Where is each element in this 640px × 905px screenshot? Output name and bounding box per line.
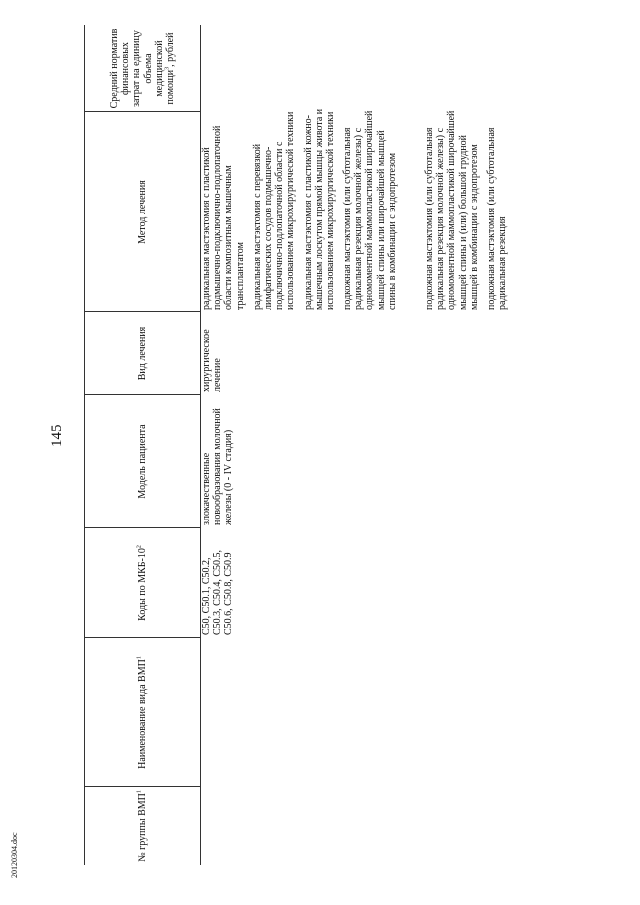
method-item: подкожная мастэктомия (или субтотальная радикальная резекция молочной железы) с одномоментной маммопластикой широчайшей мышцей спины или широчайшей мышцей спины в комбинации с эндопротезом xyxy=(342,110,398,310)
file-name: 20120304.doc xyxy=(10,832,19,878)
cell-icd-codes: C50, C50.1, C50.2, C50.3, C50.4, C50.5, C50.6, C50.8, C50.9 xyxy=(201,549,235,635)
method-item: подкожная мастэктомия (или субтотальная радикальная резекция молочной железы) с одномоментной маммопластикой широчайшей мышцей спины и (или) большой грудной мышцей в комбинации с эндопротезом xyxy=(424,110,480,310)
rotated-table xyxy=(84,25,564,865)
header-vmp-name: Наименование вида ВМП$^1$ xyxy=(136,656,148,769)
header-group-number: № группы ВМП$^1$ xyxy=(136,790,148,862)
header-patient-model: Модель пациента xyxy=(136,424,148,499)
cell-treatment-type: хирургическое лечение xyxy=(201,329,224,392)
cell-patient-model: злокачественные новообразования молочной железы (0 - IV стадия) xyxy=(201,408,235,525)
header-icd-codes: Коды по МКБ-$10^2$ xyxy=(136,545,148,621)
header-average-cost: Средний норматив финансовых затрат на единицу объема медицинской помощи$^3$, рублей xyxy=(108,28,176,109)
method-item: радикальная мастэктомия с пластикой подмышечно-подключично-подлопаточной области композитным мышечным трансплантатом xyxy=(201,125,246,310)
page-number: 145 xyxy=(49,424,65,447)
method-item: подкожная мастэктомия (или субтотальная радикальная резекция xyxy=(485,127,509,310)
header-treatment-method: Метод лечения xyxy=(136,180,148,244)
method-item: радикальная мастэктомия с перевязкой лимфатических сосудов подмышечно-подключично-подлопаточной области с использованием микрохирургической техники xyxy=(251,111,297,310)
cell-treatment-methods xyxy=(201,104,514,310)
table-header-row xyxy=(84,25,201,865)
method-item: радикальная мастэктомия с пластикой кожно-мышечным лоскутом прямой мышцы живота и использованием микрохирургической техники xyxy=(302,108,336,310)
header-treatment-type: Вид лечения xyxy=(136,326,148,381)
